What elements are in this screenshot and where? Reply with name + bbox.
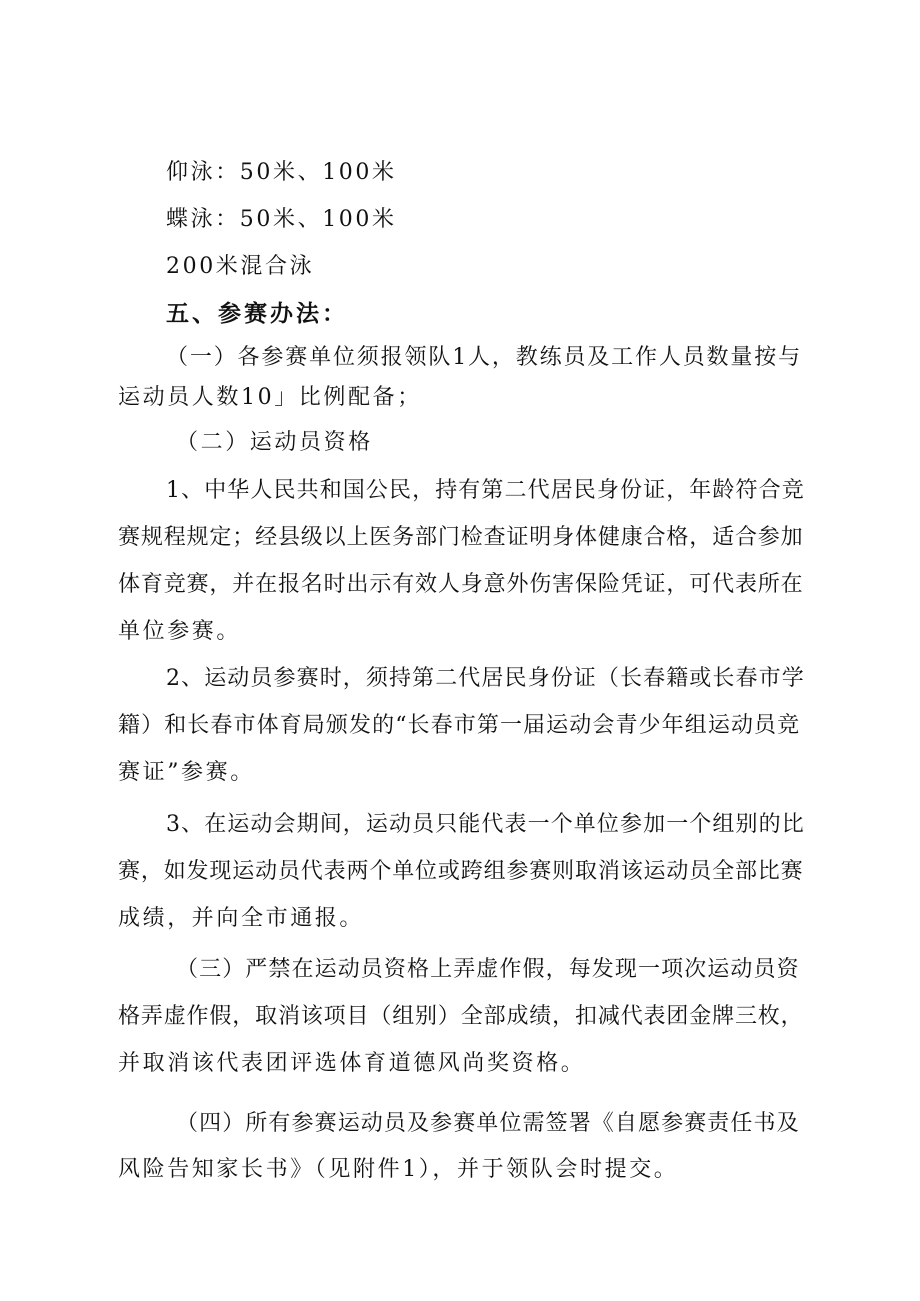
- item2-p1-line1: 1、中华人民共和国公民，持有第二代居民身份证，年龄符合竞: [166, 478, 805, 503]
- item2-p2-line1: 2、运动员参赛时，须持第二代居民身份证（长春籍或长春市学: [166, 666, 805, 691]
- section-heading: 五、参赛办法：: [166, 301, 348, 327]
- item1-line2: 运动员人数10」比例配备；: [118, 385, 422, 410]
- item4-line2: 风险告知家长书》（见附件1），并于领队会时提交。: [118, 1157, 679, 1182]
- item2-p1-line4: 单位参赛。: [118, 619, 242, 644]
- item2-p1-line2: 赛规程规定；经县级以上医务部门检查证明身体健康合格，适合参加: [118, 525, 804, 550]
- item2-p3-line2: 赛，如发现运动员代表两个单位或跨组参赛则取消该运动员全部比赛: [118, 859, 804, 884]
- item1-line1: （一）各参赛单位须报领队1人，教练员及工作人员数量按与: [166, 345, 802, 370]
- item3-line1: （三）严禁在运动员资格上弄虚作假，每发现一项次运动员资: [176, 957, 800, 982]
- item4-line1: （四）所有参赛运动员及参赛单位需签署《自愿参赛责任书及: [176, 1111, 800, 1136]
- item2-p1-line3: 体育竞赛，并在报名时出示有效人身意外伤害保险凭证，可代表所在: [118, 572, 804, 597]
- item2-title: （二）运动员资格: [176, 430, 373, 455]
- item2-p2-line3: 赛证”参赛。: [118, 760, 255, 785]
- event-butterfly: 蝶泳：50米、100米: [166, 207, 397, 232]
- event-backstroke: 仰泳：50米、100米: [166, 160, 397, 185]
- item2-p2-line2: 籍）和长春市体育局颁发的“长春市第一届运动会青少年组运动员竞: [118, 713, 801, 738]
- item3-line3: 并取消该代表团评选体育道德风尚奖资格。: [118, 1051, 586, 1076]
- item2-p3-line1: 3、在运动会期间，运动员只能代表一个单位参加一个组别的比: [166, 812, 805, 837]
- item2-p3-line3: 成绩，并向全市通报。: [118, 906, 365, 931]
- item3-line2: 格弄虚作假，取消该项目（组别）全部成绩，扣减代表团金牌三枚，: [118, 1004, 804, 1029]
- event-medley: 200米混合泳: [166, 254, 315, 279]
